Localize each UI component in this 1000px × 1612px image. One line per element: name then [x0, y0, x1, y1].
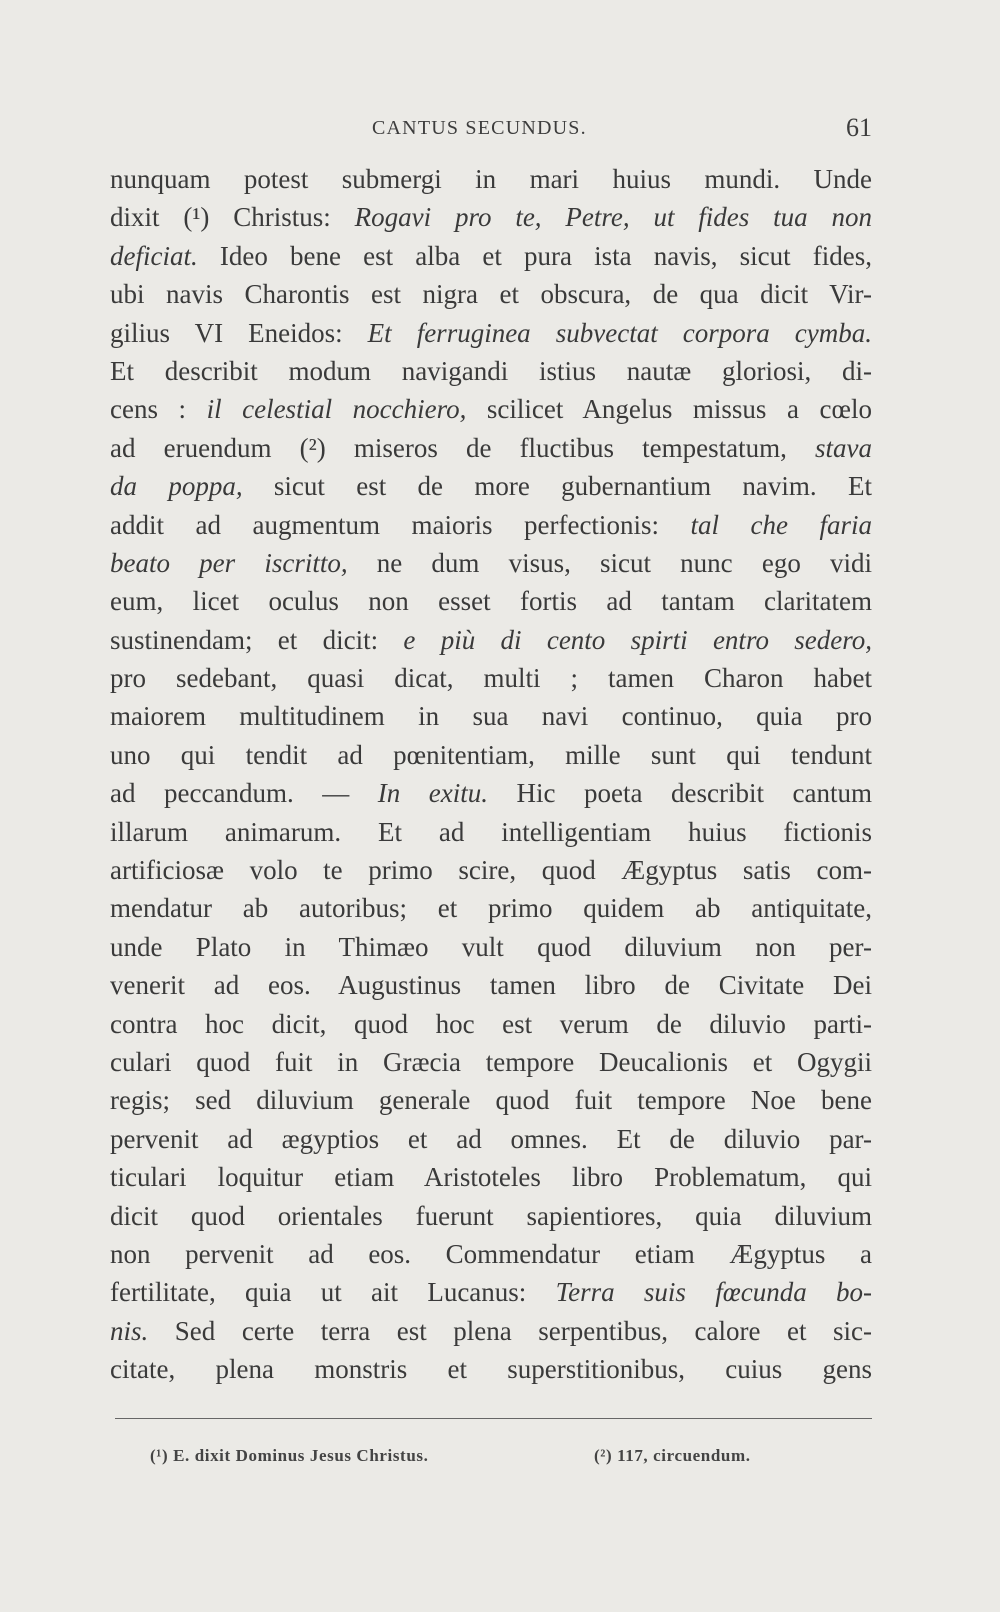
text-segment: ad peccandum. — [110, 778, 378, 809]
text-line [110, 160, 872, 198]
text-segment: fertilitate, quia ut ait Lucanus: [110, 1277, 556, 1308]
text-segment: mendatur ab autoribus; et primo quidem ab antiquitate, [110, 893, 872, 924]
text-segment: regis; sed diluvium generale quod fuit tempore Noe bene [110, 1085, 872, 1116]
text-line [110, 429, 872, 467]
footnote-1: (¹) E. dixit Dominus Jesus Christus. [150, 1446, 429, 1465]
text-line [110, 544, 872, 582]
text-line [110, 314, 872, 352]
text-segment: citate, plena monstris et superstitionibus, cuius gens [110, 1354, 872, 1385]
italic-quotation: tal che faria [690, 509, 872, 540]
text-segment: culari quod fuit in Græcia tempore Deucalionis et Ogygii [110, 1046, 872, 1077]
text-line [110, 237, 872, 275]
text-line [110, 1081, 872, 1119]
text-segment: Et describit modum navigandi istius nautæ gloriosi, di- [110, 355, 872, 386]
text-line [110, 467, 872, 505]
text-segment: unde Plato in Thimæo vult quod diluvium non per- [110, 931, 872, 962]
footnote-rule [115, 1418, 872, 1419]
running-title: CANTUS SECUNDUS. [372, 117, 587, 139]
text-line [110, 506, 872, 544]
text-line [110, 582, 872, 620]
text-line [110, 774, 872, 812]
italic-quotation: nis. [110, 1315, 149, 1346]
text-segment: non pervenit ad eos. Commendatur etiam Ægyptus a [110, 1238, 872, 1269]
text-line [110, 966, 872, 1004]
text-line [110, 889, 872, 927]
italic-quotation: Terra suis fœcunda bo- [555, 1277, 872, 1308]
footnotes [150, 1446, 850, 1476]
text-segment: addit ad augmentum maioris perfectionis: [110, 509, 691, 540]
text-line [110, 1273, 872, 1311]
page-number: 61 [846, 113, 872, 142]
text-line [110, 1043, 872, 1081]
italic-quotation: Et ferruginea subvectat corpora cymba. [367, 317, 872, 348]
text-segment: nunquam potest submergi in mari huius mundi. Unde [110, 164, 872, 194]
text-segment: pervenit ad ægyptios et ad omnes. Et de diluvio par- [110, 1123, 872, 1154]
text-line [110, 697, 872, 735]
footnote-2: (²) 117, circuendum. [594, 1446, 751, 1465]
text-segment: dixit (¹) Christus: [110, 202, 355, 233]
italic-quotation: e più di cento spirti entro sedero, [403, 624, 872, 655]
text-line [110, 1197, 872, 1235]
text-line [110, 1235, 872, 1273]
italic-quotation: da poppa, [110, 471, 243, 502]
text-segment: illarum animarum. Et ad intelligentiam huius fictionis [110, 816, 872, 847]
text-line [110, 851, 872, 889]
text-segment: sicut est de more gubernantium navim. Et [242, 471, 872, 502]
text-line [110, 659, 872, 697]
text-segment: eum, licet oculus non esset fortis ad tantam claritatem [110, 586, 872, 617]
text-segment: artificiosæ volo te primo scire, quod Ægyptus satis com- [110, 855, 872, 886]
text-segment: ubi navis Charontis est nigra et obscura, de qua dicit Vir- [110, 279, 872, 310]
text-line [110, 1005, 872, 1043]
text-line [110, 1350, 872, 1388]
text-segment: gilius VI Eneidos: [110, 317, 368, 348]
text-segment: uno qui tendit ad pœnitentiam, mille sunt qui tendunt [110, 739, 872, 770]
text-segment: Ideo bene est alba et pura ista navis, sicut fides, [197, 240, 872, 271]
text-line [110, 275, 872, 313]
text-line [110, 1120, 872, 1158]
text-line [110, 352, 872, 390]
italic-quotation: deficiat. [110, 240, 198, 271]
text-segment: Sed certe terra est plena serpentibus, calore et sic- [148, 1315, 872, 1346]
italic-quotation: il celestial nocchiero, [206, 394, 467, 425]
text-segment: contra hoc dicit, quod hoc est verum de diluvio parti- [110, 1008, 872, 1039]
text-segment: ne dum visus, sicut nunc ego vidi [347, 547, 872, 578]
text-segment: maiorem multitudinem in sua navi continuo, quia pro [110, 701, 872, 732]
text-segment: dicit quod orientales fuerunt sapientiores, quia diluvium [110, 1200, 872, 1231]
italic-quotation: Rogavi pro te, Petre, ut fides tua non [354, 202, 872, 233]
text-line [110, 813, 872, 851]
body-text [110, 160, 872, 1389]
text-segment: pro sedebant, quasi dicat, multi ; tamen Charon habet [110, 663, 872, 694]
text-segment: Hic poeta describit cantum [488, 778, 872, 809]
text-segment: sustinendam; et dicit: [110, 624, 404, 655]
text-line [110, 390, 872, 428]
text-line [110, 1312, 872, 1350]
italic-quotation: beato per iscritto, [110, 547, 348, 578]
running-head [110, 113, 872, 147]
text-segment: scilicet Angelus missus a cœlo [466, 394, 872, 425]
text-segment: venerit ad eos. Augustinus tamen libro de Civitate Dei [110, 970, 872, 1001]
text-line [110, 621, 872, 659]
text-line [110, 928, 872, 966]
text-line [110, 1158, 872, 1196]
text-line [110, 736, 872, 774]
italic-quotation: stava [815, 432, 872, 463]
italic-quotation: In exitu. [377, 778, 488, 809]
text-line [110, 198, 872, 236]
text-segment: ad eruendum (²) miseros de fluctibus tempestatum, [110, 432, 815, 463]
text-segment: ticulari loquitur etiam Aristoteles libro Problematum, qui [110, 1162, 872, 1193]
text-segment: cens : [110, 394, 207, 425]
